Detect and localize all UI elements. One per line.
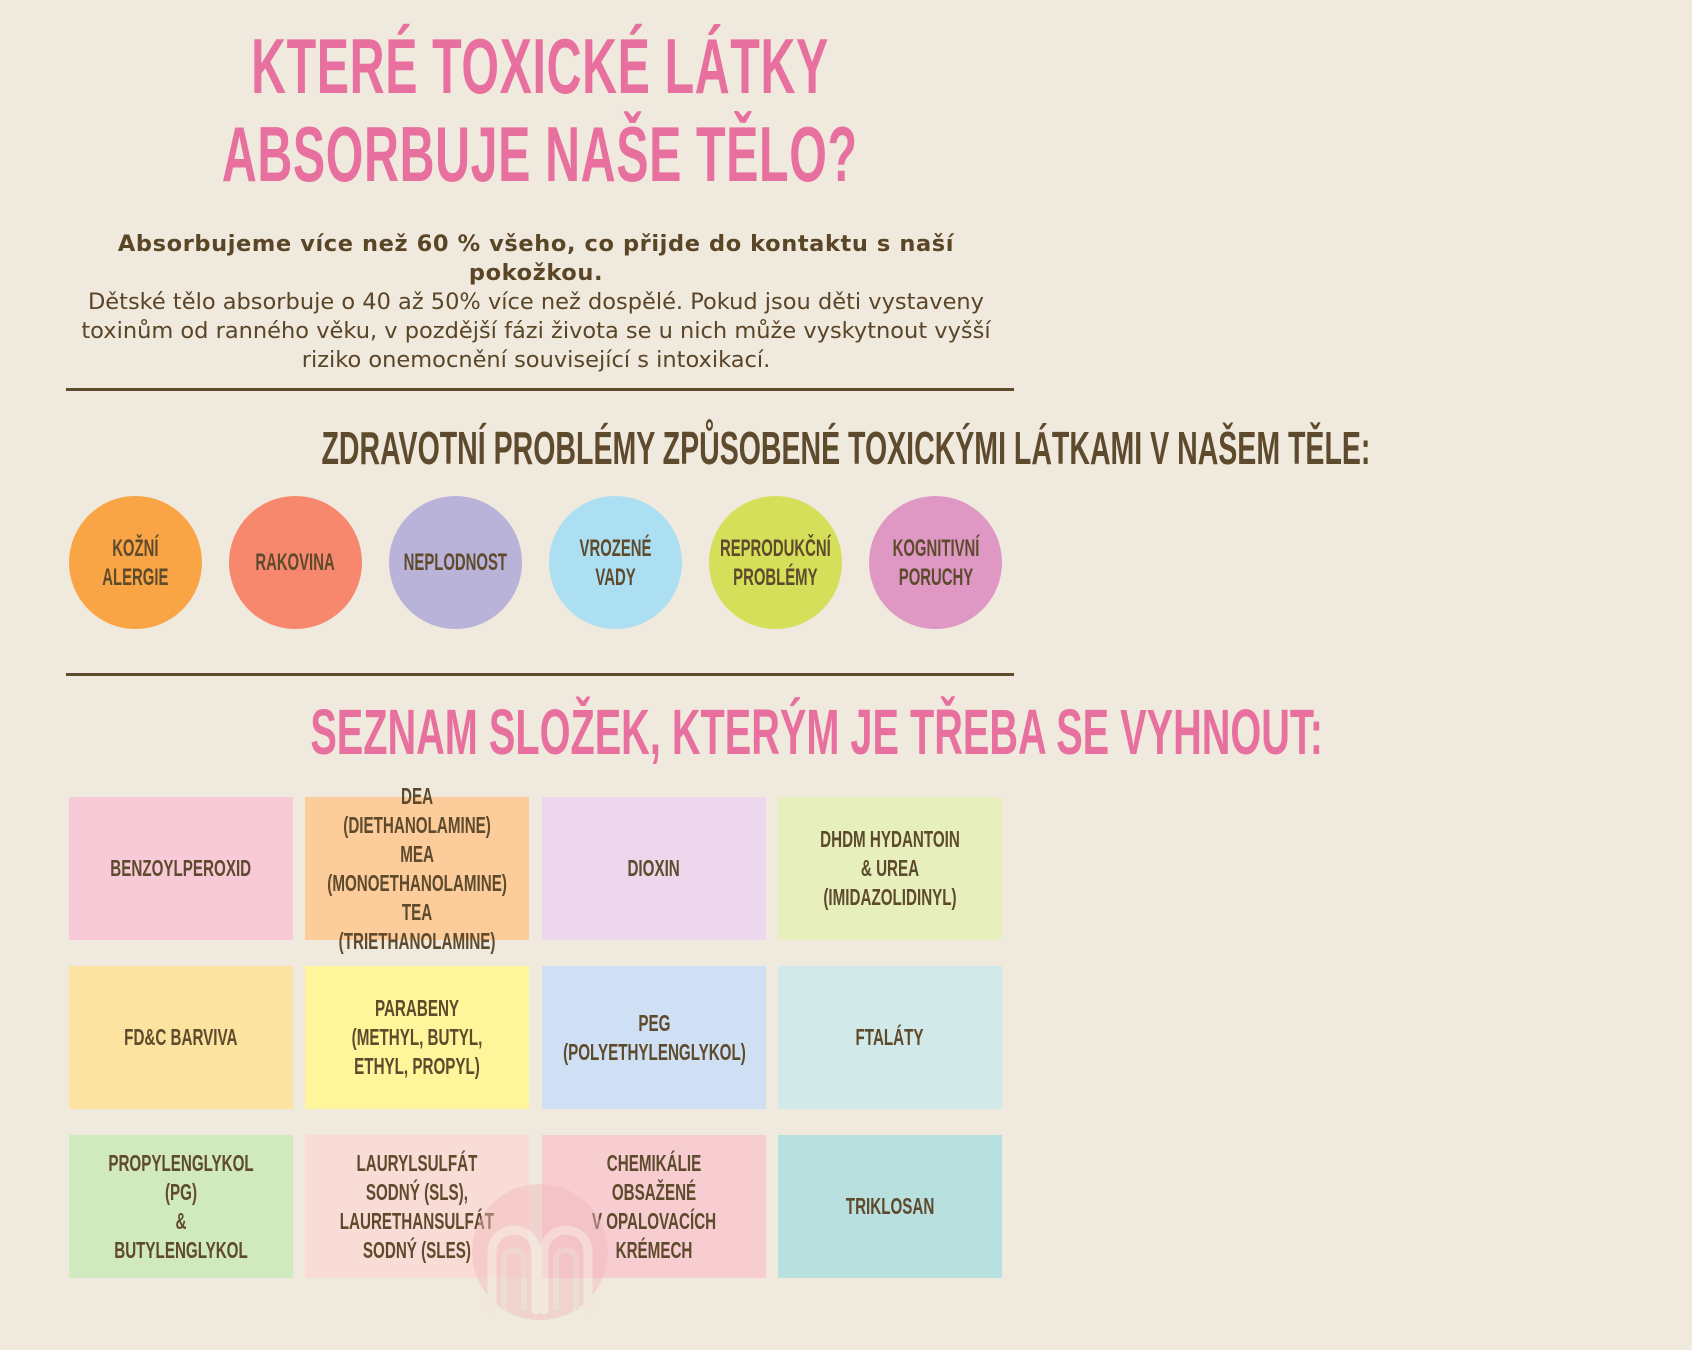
ingredient-box <box>305 966 529 1109</box>
intro-text: Dětské tělo absorbuje o 40 až 50% více než dospělé. Pokud jsou děti vystaveny toxinům od ranného věku, v pozdější fázi života se u nich může vyskytnout vyšší riziko onemocnění související s intoxikací. <box>81 289 991 373</box>
ingredient-box <box>69 966 293 1109</box>
ingredient-box <box>542 797 766 940</box>
ingredient-box <box>69 1135 293 1278</box>
ingredient-label: LAURYLSULFÁT SODNÝ (SLS), LAURETHANSULFÁT SODNÝ (SLES) <box>339 1149 495 1263</box>
ingredient-label: BENZOYLPEROXID <box>110 855 252 881</box>
health-problem-label: VROZENÉ VADY <box>579 534 652 591</box>
divider-middle <box>66 673 1014 676</box>
ingredient-box <box>778 797 1002 940</box>
ingredient-label: FD&C BARVIVA <box>124 1024 238 1050</box>
health-problem-label: KOGNITIVNÍ PORUCHY <box>892 534 979 591</box>
ingredient-box <box>69 797 293 940</box>
ingredient-label: DIOXIN <box>627 855 681 881</box>
ingredients-heading <box>0 696 1323 768</box>
ingredient-label: FTALÁTY <box>855 1024 925 1050</box>
ingredient-label: DEA (DIETHANOLAMINE) MEA (MONOETHANOLAMINE) TEA (TRIETHANOLAMINE) <box>327 782 507 954</box>
ingredient-label: PARABENY (METHYL, BUTYL, ETHYL, PROPYL) <box>351 995 483 1079</box>
intro-paragraph <box>76 230 996 375</box>
health-problem-circle <box>549 496 682 629</box>
health-problem-label: NEPLODNOST <box>403 549 508 576</box>
health-problem-circle <box>69 496 202 629</box>
divider-top <box>66 388 1014 391</box>
health-problem-circle <box>229 496 362 629</box>
ingredients-heading-text: SEZNAM SLOŽEK, KTERÝM JE TŘEBA SE VYHNOUT: <box>310 696 1323 768</box>
health-problem-label: REPRODUKČNÍ PROBLÉMY <box>720 534 831 591</box>
logo-icon <box>470 1182 610 1322</box>
ingredient-label: PEG (POLYETHYLENGLYKOL) <box>562 1009 746 1065</box>
health-problem-circle <box>869 496 1002 629</box>
ingredient-label: TRIKLOSAN <box>845 1193 935 1219</box>
ingredient-box <box>305 782 529 954</box>
health-problem-circle <box>389 496 522 629</box>
health-problems-heading <box>0 420 1371 476</box>
health-problem-circle <box>709 496 842 629</box>
ingredient-box <box>778 1135 1002 1278</box>
intro-bold-sentence: Absorbujeme více než 60 % všeho, co přijde do kontaktu s naší pokožkou. <box>117 231 955 286</box>
page-title <box>0 22 1080 198</box>
title-line-1: KTERÉ TOXICKÉ LÁTKY <box>251 22 829 110</box>
ingredient-label: CHEMIKÁLIE OBSAŽENÉ OPALOVACÍCH KRÉMECH <box>606 1149 717 1263</box>
ingredient-label: PROPYLENGLYKOL (PG) & BUTYLENGLYKOL <box>108 1149 254 1263</box>
ingredient-box <box>542 966 766 1109</box>
health-problem-label: RAKOVINA <box>255 549 336 576</box>
ingredient-box <box>778 966 1002 1109</box>
health-problem-label: KOŽNÍ ALERGIE <box>102 534 169 591</box>
ingredient-label: DHDM HYDANTOIN & UREA (IMIDAZOLIDINYL) <box>820 826 960 910</box>
health-problems-heading-text: ZDRAVOTNÍ PROBLÉMY ZPŮSOBENÉ TOXICKÝMI LÁTKAMI V NAŠEM TĚLE: <box>321 422 1371 474</box>
title-line-2: ABSORBUJE NAŠE TĚLO? <box>222 110 858 198</box>
